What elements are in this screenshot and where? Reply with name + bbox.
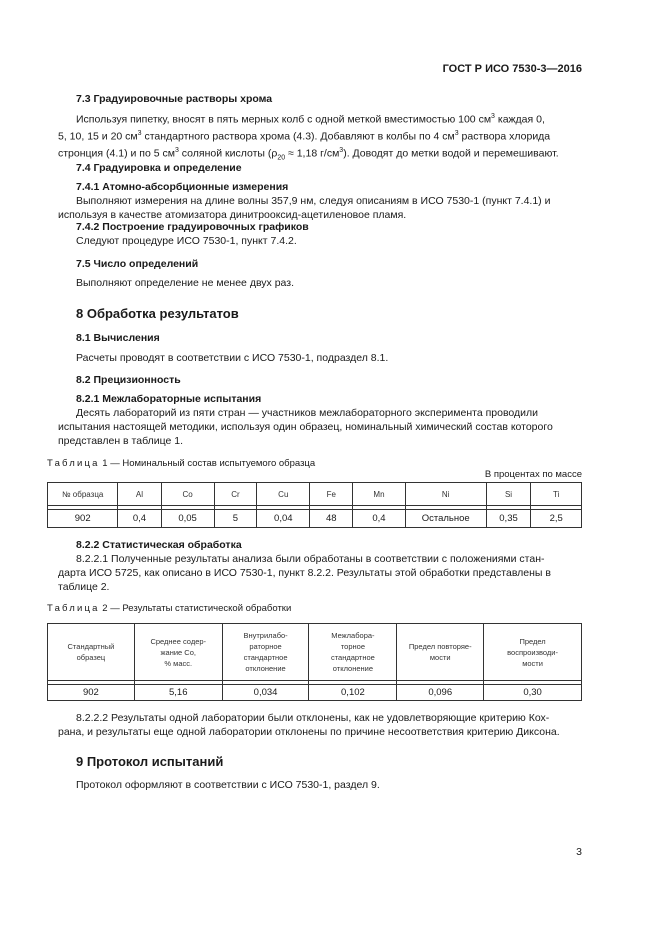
section-9-line-1: Протокол оформляют в соответствии с ИСО 7530-1, раздел 9. — [76, 779, 380, 791]
superscript: 3 — [339, 147, 344, 154]
table-cell: 0,05 — [161, 510, 214, 528]
section-8-2-1-line-2: испытания настоящей методики, используя один образец, номинальный химический состав которого — [58, 421, 553, 433]
header-cell: Ti — [531, 483, 582, 506]
table-cell: 0,04 — [257, 510, 310, 528]
section-8-title: 8 Обработка результатов — [76, 306, 239, 321]
text: раствора хлорида — [458, 130, 551, 143]
section-8-2-2-1-line-3: таблице 2. — [58, 581, 110, 593]
text: соляной кислоты (ρ — [178, 147, 278, 160]
section-8-2-1-line-3: представлен в таблице 1. — [58, 435, 184, 447]
superscript: 3 — [174, 147, 179, 154]
header-line: раторное — [249, 642, 282, 651]
table-1-unit: В процентах по массе — [484, 469, 582, 480]
header-cell — [134, 624, 222, 681]
header-line: Предел — [519, 636, 546, 646]
section-8-1-line-1: Расчеты проводят в соответствии с ИСО 7530-1, подраздел 8.1. — [76, 352, 389, 364]
superscript: 3 — [137, 130, 142, 137]
table-header-row — [48, 483, 582, 506]
header-line: Предел повторяе- — [408, 642, 472, 651]
caption-text: 1 — Номинальный состав испытуемого образца — [99, 458, 316, 469]
section-7-4-1-line-1: Выполняют измерения на длине волны 357,9 нм, следуя описаниям в ИСО 7530-1 (пункт 7.4.1) и — [76, 195, 551, 207]
header-line: Среднее содер- — [150, 636, 207, 646]
table-cell: 902 — [48, 510, 118, 528]
text: 5, 10, 15 и 20 см — [58, 130, 138, 143]
section-8-2-2-1-line-2: дарта ИСО 5725, как описано в ИСО 7530-1, пункт 8.2.2. Результаты этой обработки представлены в — [58, 567, 551, 579]
header-line: отклонение — [332, 664, 374, 673]
caption-text: 2 — Результаты статистической обработки — [99, 603, 292, 614]
page-number: 3 — [576, 846, 582, 858]
section-7-4-1-title: 7.4.1 Атомно-абсорбционные измерения — [76, 181, 289, 193]
table-cell: 0,4 — [118, 510, 161, 528]
header-cell: Fe — [310, 483, 353, 506]
header-line: мости — [522, 658, 543, 668]
table-cell: 5 — [214, 510, 257, 528]
table-cell: Остальное — [405, 510, 486, 528]
header-line: воспроизводи- — [507, 647, 558, 657]
header-cell — [484, 624, 582, 681]
table-row — [48, 510, 582, 528]
table-cell: 0,102 — [309, 685, 397, 701]
section-7-3-title: 7.3 Градуировочные растворы хрома — [76, 93, 273, 105]
header-line: Стандартный — [67, 642, 115, 651]
header-cell: Cu — [257, 483, 310, 506]
header-cell: Ni — [405, 483, 486, 506]
section-7-4-2-line-1: Следуют процедуре ИСО 7530-1, пункт 7.4.2. — [76, 235, 297, 247]
section-8-2-2-2-line-1: 8.2.2.2 Результаты одной лаборатории были отклонены, как не удовлетворяющие критерию Кох- — [76, 712, 550, 724]
section-8-2-1-line-1: Десять лабораторий из пяти стран — участников межлабораторного эксперимента проводили — [76, 407, 538, 419]
superscript: 3 — [491, 113, 495, 120]
header-cell — [222, 624, 309, 681]
header-cell: Mn — [353, 483, 405, 506]
standard-header: ГОСТ Р ИСО 7530-3—2016 — [442, 63, 582, 75]
subscript: 20 — [277, 154, 286, 162]
table-2-caption — [47, 603, 291, 614]
table-1 — [47, 482, 582, 528]
section-7-3-paragraph — [58, 110, 581, 166]
section-7-5-title: 7.5 Число определений — [76, 258, 199, 270]
table-cell: 5,16 — [134, 685, 222, 701]
table-cell: 2,5 — [531, 510, 582, 528]
header-cell: № образца — [48, 483, 118, 506]
table-cell: 0,4 — [353, 510, 405, 528]
header-cell — [309, 624, 397, 681]
header-line: мости — [429, 653, 451, 662]
header-line: образец — [76, 653, 106, 662]
header-line: Внутрилабо- — [243, 631, 288, 640]
section-8-2-1-title: 8.2.1 Межлабораторные испытания — [76, 393, 262, 405]
section-7-5-line-1: Выполняют определение не менее двух раз. — [76, 277, 294, 289]
table-cell: 902 — [48, 685, 135, 701]
text: ≈ 1,18 г/см — [285, 147, 340, 160]
header-line: % масс. — [164, 658, 193, 668]
text: стандартного раствора хрома (4.3). Добавляют в колбы по 4 см — [141, 130, 455, 143]
section-8-2-2-title: 8.2.2 Статистическая обработка — [76, 539, 242, 551]
section-8-2-2-2-line-2: рана, и результаты еще одной лаборатории отклонены по причине несоответствия критерию Диксона. — [58, 726, 560, 738]
table-cell: 48 — [310, 510, 353, 528]
section-8-1-title: 8.1 Вычисления — [76, 332, 160, 344]
section-7-4-1-line-2: используя в качестве атомизатора динитрооксид-ацетиленовое пламя. — [58, 209, 407, 221]
section-8-2-2-1-line-1: 8.2.2.1 Полученные результаты анализа были обработаны в соответствии с положениями стан- — [76, 553, 545, 565]
table-word: Таблица — [47, 603, 100, 614]
header-cell: Al — [118, 483, 161, 506]
section-7-4-title: 7.4 Градуировка и определение — [76, 162, 242, 174]
header-line: торное — [340, 642, 365, 651]
table-cell: 0,35 — [486, 510, 531, 528]
section-7-4-2-title: 7.4.2 Построение градуировочных графиков — [76, 221, 309, 233]
text: Используя пипетку, вносят в пять мерных колб с одной меткой вместимостью 100 см — [76, 113, 492, 126]
table-1-caption — [47, 458, 315, 469]
header-line: стандартное — [330, 653, 375, 662]
section-8-2-title: 8.2 Прецизионность — [76, 374, 181, 386]
header-cell — [48, 624, 135, 681]
header-cell: Si — [486, 483, 531, 506]
header-line: отклонение — [245, 664, 286, 673]
table-cell: 0,096 — [397, 685, 484, 701]
superscript: 3 — [454, 130, 459, 137]
header-line: стандартное — [243, 653, 288, 662]
table-cell: 0,30 — [484, 685, 582, 701]
table-2 — [47, 623, 582, 701]
table-cell: 0,034 — [222, 685, 309, 701]
text: ). Доводят до метки водой и перемешивают. — [343, 147, 559, 160]
section-9-title: 9 Протокол испытаний — [76, 754, 224, 769]
header-cell — [397, 624, 484, 681]
text: каждая 0, — [494, 113, 545, 126]
header-line: Межлабора- — [331, 631, 375, 640]
table-word: Таблица — [47, 458, 100, 469]
header-line: жание Co, — [160, 647, 196, 657]
header-cell: Cr — [214, 483, 257, 506]
text: стронция (4.1) и по 5 см — [58, 147, 175, 160]
table-header-row — [48, 624, 582, 681]
table-row — [48, 685, 582, 701]
header-cell: Co — [161, 483, 214, 506]
